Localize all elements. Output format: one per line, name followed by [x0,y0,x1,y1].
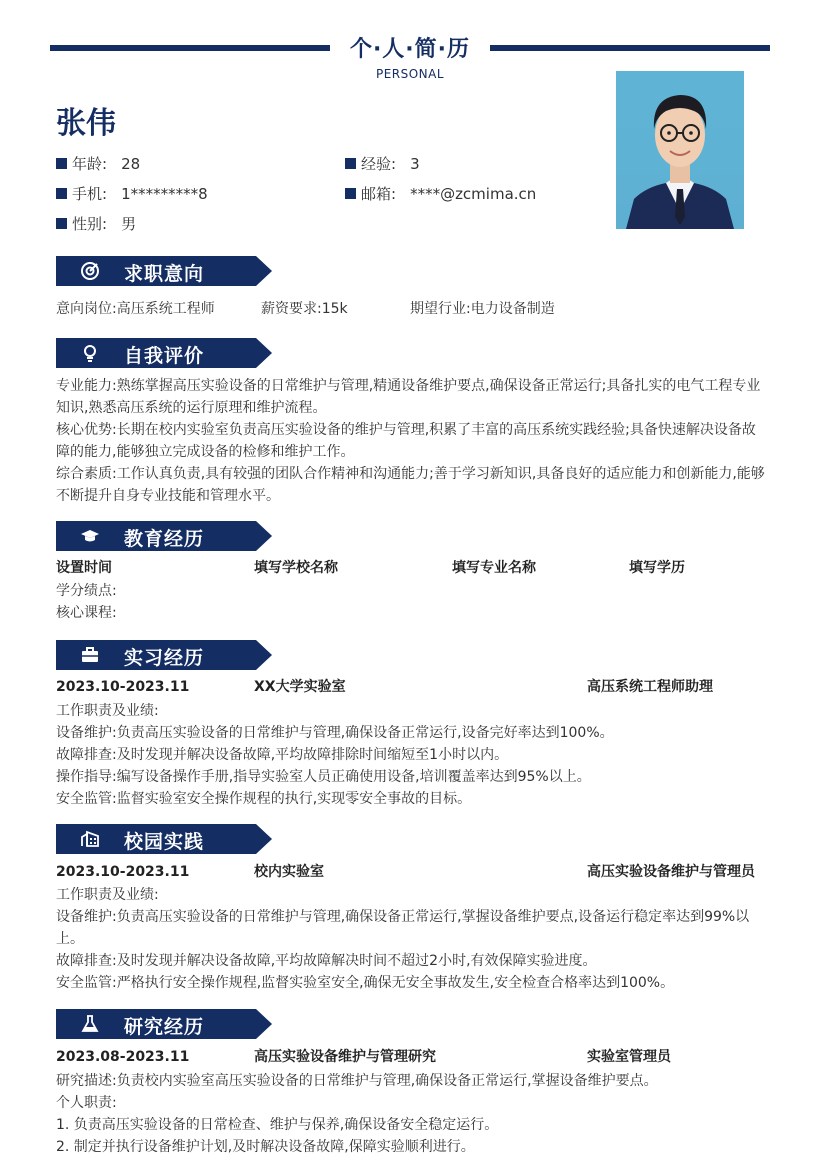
page-subtitle: PERSONAL [375,67,445,81]
list-item: 故障排查:及时发现并解决设备故障,平均故障解决时间不超过2小时,有效保障实验进度。 [56,953,597,969]
internship-time: 2023.10-2023.11 [56,679,190,695]
research-duty-label: 个人职责: [56,1095,117,1111]
briefcase-icon [80,645,100,665]
section-header-internship [56,640,272,670]
internship-role: 高压系统工程师助理 [587,679,713,695]
section-title-intent: 求职意向 [124,263,205,285]
header-bar-right [490,45,770,51]
flask-icon [80,1014,100,1034]
education-major: 填写专业名称 [452,560,536,576]
portrait-illustration [616,71,744,229]
education-gpa: 学分绩点: [56,583,117,599]
campus-role: 高压实验设备维护与管理员 [587,864,755,880]
self-eval-paragraph: 综合素质:工作认真负责,具有较强的团队合作精神和沟通能力;善于学习新知识,具备良好的适应能力和创新能力,能够不断提升自身专业技能和管理水平。 [56,466,765,504]
gender-label: 性别: [72,215,108,233]
section-title-campus: 校园实践 [124,831,205,853]
experience-label: 经验: [361,155,397,173]
list-item: 安全监管:监督实验室安全操作规程的执行,实现零安全事故的目标。 [56,791,472,807]
list-item: 设备维护:负责高压实验设备的日常维护与管理,确保设备正常运行,掌握设备维护要点,设备运行稳定率达到99%以上。 [56,909,750,947]
target-icon [80,261,100,281]
section-header-education [56,521,272,551]
campus-org: 校内实验室 [254,864,324,880]
section-title-education: 教育经历 [124,528,205,550]
candidate-name: 张伟 [56,106,116,141]
list-item: 1. 负责高压实验设备的日常检查、维护与保养,确保设备安全稳定运行。 [56,1117,499,1133]
education-school: 填写学校名称 [254,560,338,576]
section-title-self-eval: 自我评价 [124,345,205,367]
section-header-research [56,1009,272,1039]
info-gender [56,213,136,234]
info-email [345,183,536,204]
research-role: 实验室管理员 [587,1049,671,1065]
graduation-cap-icon [80,526,100,546]
list-item: 设备维护:负责高压实验设备的日常维护与管理,确保设备正常运行,设备完好率达到100%。 [56,725,614,741]
bullet-square-icon [345,188,356,199]
internship-duty-label: 工作职责及业绩: [56,703,159,719]
list-item: 2. 制定并执行设备维护计划,及时解决设备故障,保障实验顺利进行。 [56,1139,475,1155]
info-age [56,153,140,174]
gender-value: 男 [121,215,137,233]
list-item: 操作指导:编写设备操作手册,指导实验室人员正确使用设备,培训覆盖率达到95%以上。 [56,769,591,785]
age-label: 年龄: [72,155,108,173]
header-bar-left [50,45,330,51]
education-degree: 填写学历 [629,560,685,576]
self-eval-paragraph: 核心优势:长期在校内实验室负责高压实验设备的维护与管理,积累了丰富的高压系统实践经验;具备快速解决设备故障的能力,能够独立完成设备的检修和维护工作。 [56,422,756,460]
profile-photo [616,71,744,229]
research-time: 2023.08-2023.11 [56,1049,190,1065]
education-courses: 核心课程: [56,605,117,621]
info-phone [56,183,208,204]
experience-value: 3 [410,154,420,173]
page-title: 个·人·简·历 [349,37,471,62]
info-experience [345,153,420,174]
bullet-square-icon [56,158,67,169]
list-item: 安全监管:严格执行安全操作规程,监督实验室安全,确保无安全事故发生,安全检查合格率达到100%。 [56,975,675,991]
intent-salary: 薪资要求:15k [261,301,348,317]
email-value: ****@zcmima.cn [410,184,537,203]
phone-label: 手机: [72,185,108,203]
bullet-square-icon [56,188,67,199]
internship-org: XX大学实验室 [254,679,346,695]
section-header-self-eval [56,338,272,368]
section-header-intent [56,256,272,286]
self-eval-paragraph: 专业能力:熟练掌握高压实验设备的日常维护与管理,精通设备维护要点,确保设备正常运行;具备扎实的电气工程专业知识,熟悉高压系统的运行原理和维护流程。 [56,378,761,416]
section-title-internship: 实习经历 [124,647,205,669]
campus-time: 2023.10-2023.11 [56,864,190,880]
education-time: 设置时间 [56,560,112,576]
age-value: 28 [121,154,141,173]
intent-position: 意向岗位:高压系统工程师 [56,301,215,317]
bullet-square-icon [345,158,356,169]
section-title-research: 研究经历 [124,1016,205,1038]
intent-industry: 期望行业:电力设备制造 [410,301,555,317]
research-project: 高压实验设备维护与管理研究 [254,1049,436,1065]
campus-duty-label: 工作职责及业绩: [56,887,159,903]
building-icon [80,829,100,849]
lightbulb-icon [80,343,100,363]
research-desc: 研究描述:负责校内实验室高压实验设备的日常维护与管理,确保设备正常运行,掌握设备维护要点。 [56,1073,658,1089]
email-label: 邮箱: [361,185,397,203]
list-item: 故障排查:及时发现并解决设备故障,平均故障排除时间缩短至1小时以内。 [56,747,509,763]
bullet-square-icon [56,218,67,229]
section-header-campus [56,824,272,854]
phone-value: 1*********8 [121,184,208,203]
